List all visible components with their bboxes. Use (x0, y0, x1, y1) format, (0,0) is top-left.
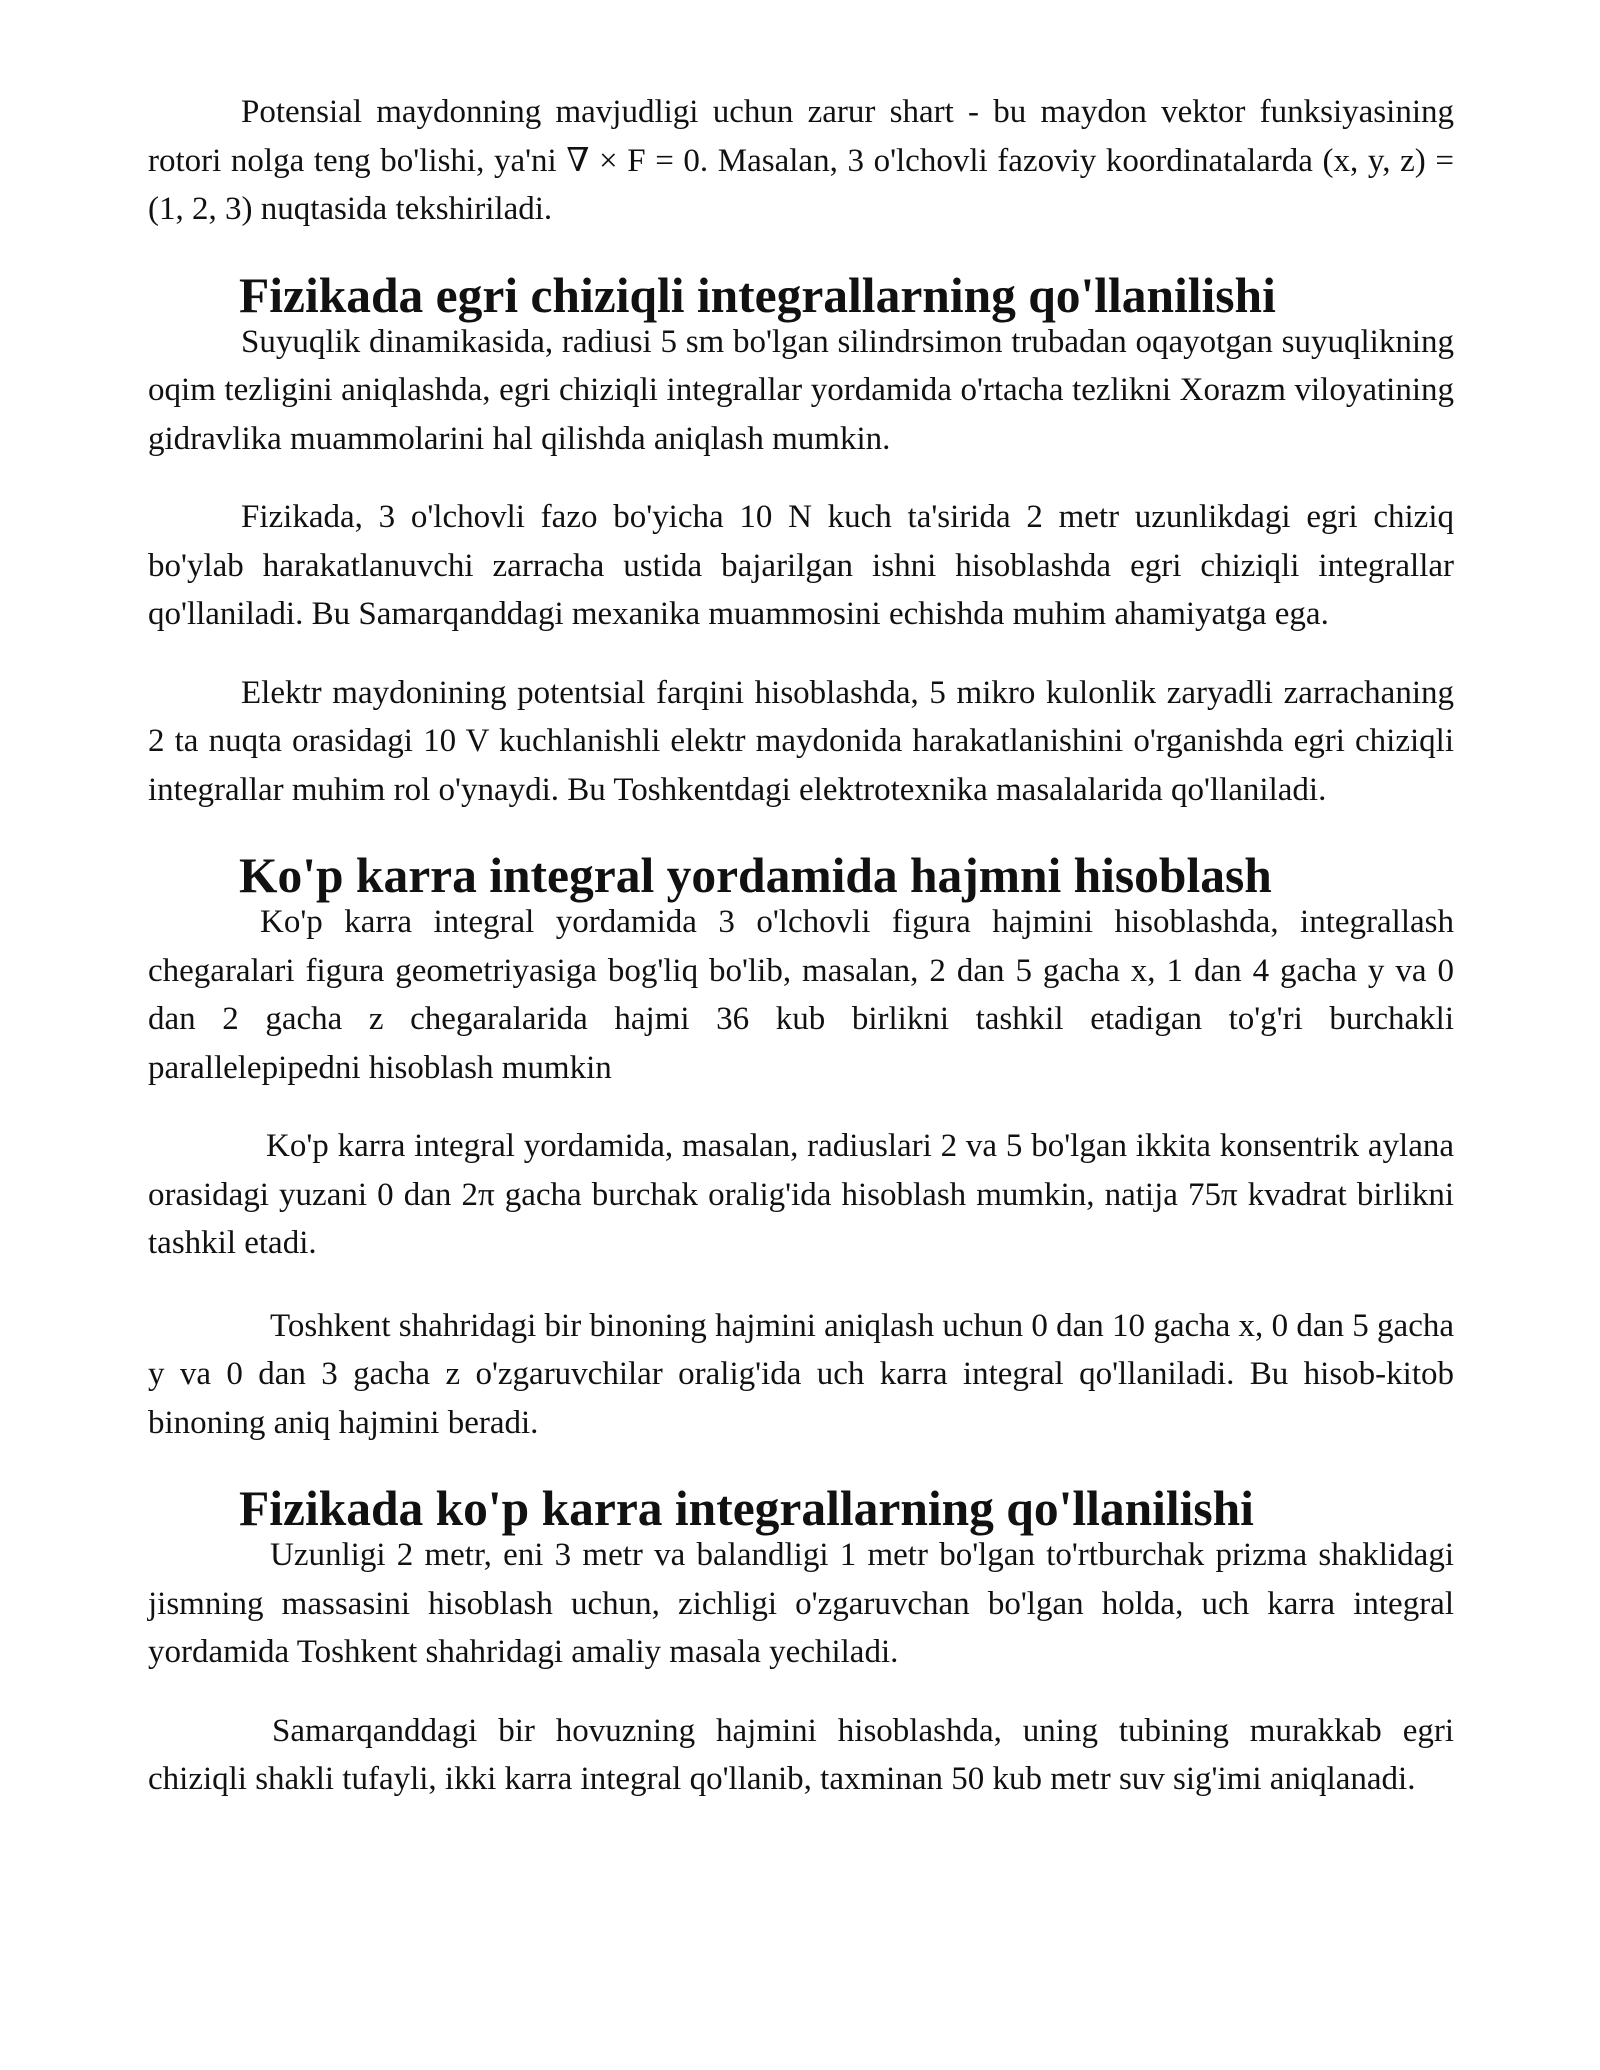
heading-volume-multiple-integral: Ko'p karra integral yordamida hajmni hisoblash (239, 848, 1272, 903)
spacer (148, 1677, 1454, 1707)
paragraph-fluid-dynamics: Suyuqlik dinamikasida, radiusi 5 sm bo'lgan silindrsimon trubadan oqayotgan suyuqlikning oqim tezligini aniqlashda, egri chiziqli integrallar yordamida o'rtacha tezlikni Xorazm viloyatining gidravlika muammolarini hal qilishda aniqlash mumkin. (148, 323, 1454, 457)
spacer (148, 639, 1454, 669)
paragraph-building-volume: Toshkent shahridagi bir binoning hajmini aniqlash uchun 0 dan 10 gacha x, 0 dan 5 gacha y va 0 dan 3 gacha z o'zgaruvchilar oralig'ida uch karra integral qo'llaniladi. Bu hisob-kitob binoning aniq hajmini beradi. (148, 1307, 1454, 1441)
paragraph-pool-volume: Samarqanddagi bir hovuzning hajmini hisoblashda, uning tubining murakkab egri chiziqli shakli tufayli, ikki karra integral qo'llanib, taxminan 50 kub metr suv sig'imi aniqlanadi. (148, 1712, 1454, 1797)
spacer (148, 463, 1454, 493)
document-page (148, 88, 1454, 1804)
paragraph-concentric-circles: Ko'p karra integral yordamida, masalan, radiuslari 2 va 5 bo'lgan ikkita konsentrik aylana orasidagi yuzani 0 dan 2π gacha burchak oralig'ida hisoblash mumkin, natija 75π kvadrat birlikni tashkil etadi. (148, 1128, 1454, 1261)
spacer (148, 1268, 1454, 1302)
paragraph-potential-field: Potensial maydonning mavjudligi uchun zarur shart - bu maydon vektor funksiyasining rotori nolga teng bo'lishi, ya'ni ∇ × F = 0. Masalan, 3 o'lchovli fazoviy koordinatalarda (x, y, z) = (1, 2, 3) nuqtasida tekshiriladi. (148, 94, 1454, 227)
spacer (148, 1092, 1454, 1122)
heading-line-integrals-physics: Fizikada egri chiziqli integrallarning qo'llanilishi (239, 267, 1276, 323)
paragraph-prism-mass: Uzunligi 2 metr, eni 3 metr va balandligi 1 metr bo'lgan to'rtburchak prizma shaklidagi jismning massasini hisoblash uchun, zichligi o'zgaruvchan bo'lgan holda, uch karra integral yordamida Toshkent shahridagi amaliy masala yechiladi. (148, 1537, 1454, 1670)
paragraph-work-calculation: Fizikada, 3 o'lchovli fazo bo'yicha 10 N kuch ta'sirida 2 metr uzunlikdagi egri chiziq bo'ylab harakatlanuvchi zarracha ustida bajarilgan ishni hisoblashda egri chiziqli integrallar qo'llaniladi. Bu Samarqanddagi mexanika muammosini echishda muhim ahamiyatga ega. (148, 499, 1454, 632)
paragraph-electric-potential: Elektr maydonining potentsial farqini hisoblashda, 5 mikro kulonlik zaryadli zarrachaning 2 ta nuqta orasidagi 10 V kuchlanishli elektr maydonida harakatlanishini o'rganishda egri chiziqli integrallar muhim rol o'ynaydi. Bu Toshkentdagi elektrotexnika masalalarida qo'llaniladi. (148, 674, 1454, 808)
heading-multiple-integrals-physics: Fizikada ko'p karra integrallarning qo'llanilishi (239, 1481, 1254, 1536)
paragraph-parallelepiped-volume: Ko'p karra integral yordamida 3 o'lchovli figura hajmini hisoblashda, integrallash chegaralari figura geometriyasiga bog'liq bo'lib, masalan, 2 dan 5 gacha x, 1 dan 4 gacha y va 0 dan 2 gacha z chegaralarida hajmi 36 kub birlikni tashkil etadigan to'g'ri burchakli parallelepipedni hisoblash mumkin (148, 904, 1454, 1086)
